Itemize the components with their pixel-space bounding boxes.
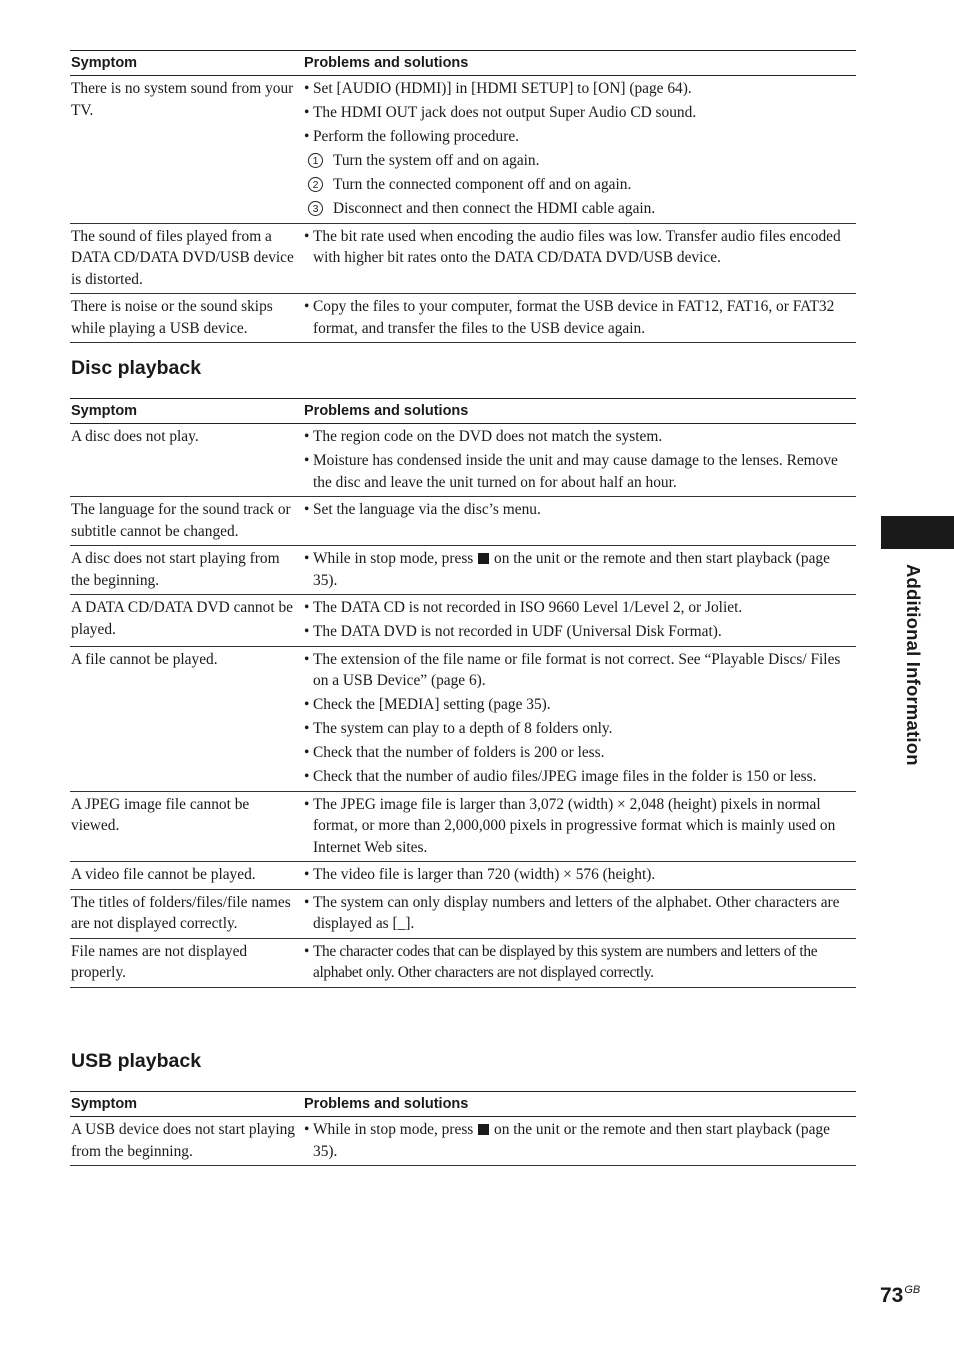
bullet-text: While in stop mode, press [313, 1121, 474, 1138]
symptom-cell: A file cannot be played. [70, 646, 303, 791]
section-heading-disc-playback: Disc playback [71, 357, 202, 379]
symptom-cell: The language for the sound track or subtitle cannot be changed. [70, 497, 303, 546]
symptom-cell: A video file cannot be played. [70, 862, 303, 890]
solution-bullet: • Check that the number of folders is 200 or less. [304, 742, 856, 764]
solution-bullet: • The HDMI OUT jack does not output Super Audio CD sound. [304, 102, 856, 124]
table-row [70, 424, 856, 497]
solution-bullet: • The character codes that can be displayed by this system are numbers and letters of the alphabet only. Other characters are not displayed correctly. [304, 941, 856, 984]
side-tab-label: Additional Information [903, 564, 924, 766]
symptom-cell: There is no system sound from your TV. [70, 76, 303, 224]
step-number-circle-icon: 3 [308, 201, 323, 216]
table-row [70, 223, 856, 294]
solution-bullet [304, 1119, 856, 1162]
symptom-cell: A JPEG image file cannot be viewed. [70, 791, 303, 862]
solution-bullet: • Check the [MEDIA] setting (page 35). [304, 694, 856, 716]
symptom-cell: A USB device does not start playing from the beginning. [70, 1117, 303, 1166]
solution-bullet: • Moisture has condensed inside the unit and may cause damage to the lenses. Remove the disc and leave the unit turned on for about half an hour. [304, 450, 856, 493]
solution-bullet: • The JPEG image file is larger than 3,072 (width) × 2,048 (height) pixels in normal format, or more than 2,000,000 pixels in progressive format which is mainly used on Internet Web sites. [304, 794, 856, 859]
table-row [70, 497, 856, 546]
procedure-step [304, 174, 856, 196]
section-heading-usb-playback: USB playback [71, 1050, 202, 1072]
solution-cell [303, 1117, 856, 1166]
header-symptom: Symptom [70, 51, 303, 76]
solution-cell [303, 889, 856, 938]
symptom-cell: The titles of folders/files/file names are not displayed correctly. [70, 889, 303, 938]
table-row [70, 1117, 856, 1166]
table-header-row [70, 51, 856, 76]
symptom-cell: A DATA CD/DATA DVD cannot be played. [70, 595, 303, 647]
solution-bullet: • The region code on the DVD does not match the system. [304, 426, 856, 448]
table-row [70, 862, 856, 890]
solution-cell [303, 595, 856, 647]
procedure-step [304, 198, 856, 220]
table-row [70, 938, 856, 987]
troubleshooting-table-sound [70, 50, 856, 343]
table-row [70, 646, 856, 791]
solution-cell [303, 791, 856, 862]
step-number-circle-icon: 1 [308, 153, 323, 168]
step-text: Disconnect and then connect the HDMI cable again. [333, 200, 656, 217]
solution-cell [303, 294, 856, 343]
symptom-cell: A disc does not play. [70, 424, 303, 497]
page-number [880, 1284, 920, 1308]
solution-cell [303, 497, 856, 546]
solution-cell [303, 546, 856, 595]
solution-bullet: • The video file is larger than 720 (width) × 576 (height). [304, 864, 856, 886]
bullet-text: on the unit or the remote and then start playback (page 35). [313, 1121, 830, 1160]
procedure-step [304, 150, 856, 172]
table-row [70, 294, 856, 343]
step-number-circle-icon: 2 [308, 177, 323, 192]
table-row [70, 76, 856, 224]
table-row [70, 546, 856, 595]
table-header-row [70, 399, 856, 424]
troubleshooting-table-usb [70, 1091, 856, 1166]
step-text: Turn the system off and on again. [333, 152, 540, 169]
solution-bullet: • Copy the files to your computer, format the USB device in FAT12, FAT16, or FAT32 format, and transfer the files to the USB device again. [304, 296, 856, 339]
solution-cell [303, 223, 856, 294]
table-row [70, 889, 856, 938]
table-row [70, 595, 856, 647]
solution-bullet: • The DATA CD is not recorded in ISO 9660 Level 1/Level 2, or Joliet. [304, 597, 856, 619]
solution-cell [303, 424, 856, 497]
solution-bullet: • The DATA DVD is not recorded in UDF (Universal Disk Format). [304, 621, 856, 643]
table-header-row [70, 1092, 856, 1117]
solution-bullet: • The extension of the file name or file format is not correct. See “Playable Discs/ Files on a USB Device” (page 6). [304, 649, 856, 692]
header-solutions: Problems and solutions [303, 399, 856, 424]
solution-bullet: • Set the language via the disc’s menu. [304, 499, 856, 521]
step-text: Turn the connected component off and on again. [333, 176, 632, 193]
stop-square-icon [478, 1124, 489, 1135]
page-number-value: 73 [880, 1284, 904, 1307]
solution-bullet: • The system can only display numbers and letters of the alphabet. Other characters are displayed as [_]. [304, 892, 856, 935]
solution-bullet: • Perform the following procedure. [304, 126, 856, 148]
header-symptom: Symptom [70, 1092, 303, 1117]
solution-cell [303, 862, 856, 890]
solution-bullet: • Set [AUDIO (HDMI)] in [HDMI SETUP] to [ON] (page 64). [304, 78, 856, 100]
bullet-text: While in stop mode, press [313, 550, 474, 567]
header-symptom: Symptom [70, 399, 303, 424]
header-solutions: Problems and solutions [303, 51, 856, 76]
symptom-cell: A disc does not start playing from the beginning. [70, 546, 303, 595]
solution-bullet [304, 548, 856, 591]
troubleshooting-table-disc [70, 398, 856, 988]
solution-bullet: • The bit rate used when encoding the audio files was low. Transfer audio files encoded with higher bit rates onto the DATA CD/DATA DVD/USB device. [304, 226, 856, 269]
solution-bullet: • Check that the number of audio files/JPEG image files in the folder is 150 or less. [304, 766, 856, 788]
header-solutions: Problems and solutions [303, 1092, 856, 1117]
solution-cell [303, 646, 856, 791]
table-row [70, 791, 856, 862]
section-tab-marker [881, 516, 954, 549]
solution-bullet: • The system can play to a depth of 8 folders only. [304, 718, 856, 740]
bullet-text: on the unit or the remote and then start playback (page 35). [313, 550, 830, 589]
page-number-suffix: GB [904, 1284, 921, 1296]
stop-square-icon [478, 553, 489, 564]
symptom-cell: There is noise or the sound skips while playing a USB device. [70, 294, 303, 343]
solution-cell [303, 76, 856, 224]
solution-cell [303, 938, 856, 987]
symptom-cell: File names are not displayed properly. [70, 938, 303, 987]
symptom-cell: The sound of files played from a DATA CD/DATA DVD/USB device is distorted. [70, 223, 303, 294]
